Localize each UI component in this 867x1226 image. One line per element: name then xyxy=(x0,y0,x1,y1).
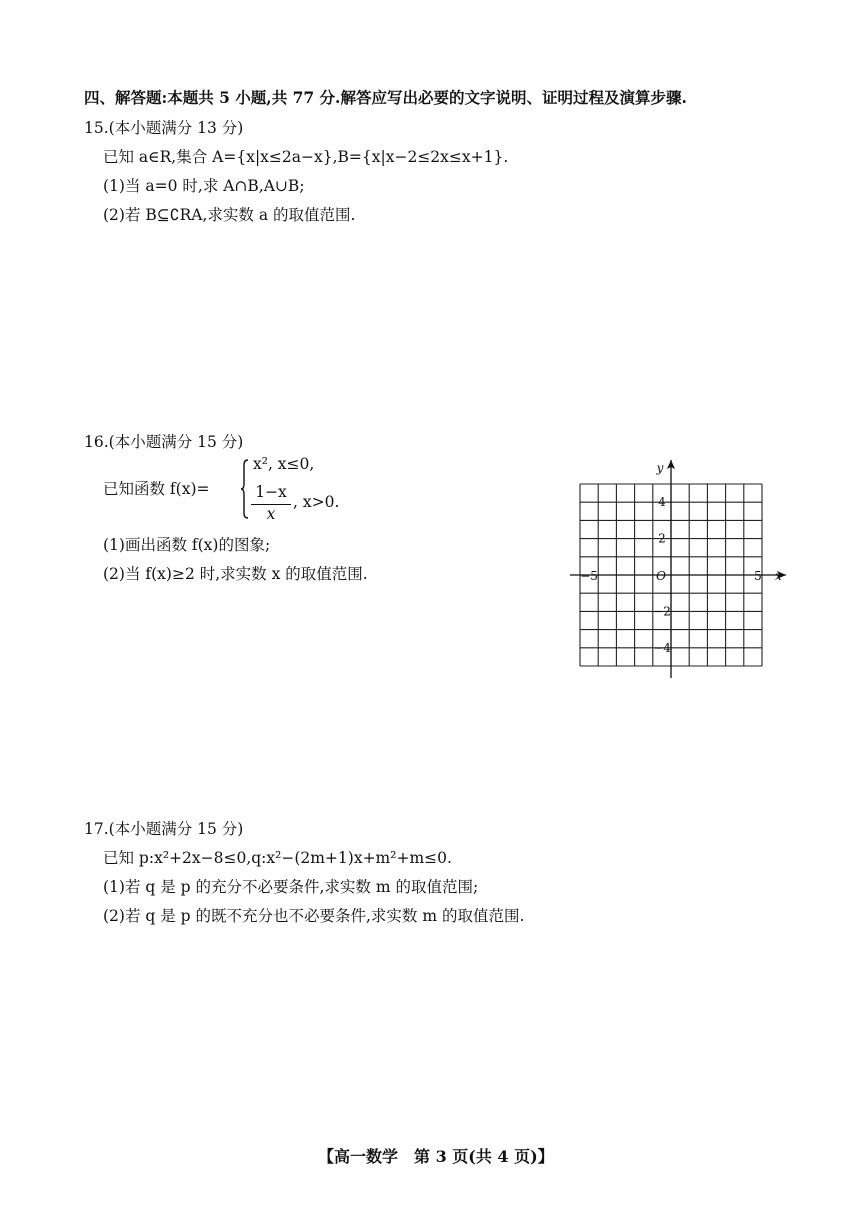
origin-label: O xyxy=(656,569,666,583)
y-tick-label: 4 xyxy=(658,495,666,510)
q17-number: 17.(本小题满分 15 分) xyxy=(84,820,244,838)
q17-statement: 已知 p:x²+2x−8≤0,q:x²−(2m+1)x+m²+m≤0. xyxy=(103,849,452,867)
q15-part1: (1)当 a=0 时,求 A∩B,A∪B; xyxy=(103,177,305,195)
case-two-numerator: 1−x xyxy=(255,483,287,501)
y-axis-label: y xyxy=(656,461,664,475)
function-lead: 已知函数 f(x)= xyxy=(103,480,210,498)
page-footer: 【高一数学 第 3 页(共 4 页)】 xyxy=(318,1147,554,1166)
x-tick-label: 5 xyxy=(754,569,762,583)
grid-svg xyxy=(566,456,792,682)
q16-number: 16.(本小题满分 15 分) xyxy=(84,433,244,451)
case-one: x², x≤0, xyxy=(253,455,315,473)
x-tick-label: −5 xyxy=(580,569,598,583)
q17-part2: (2)若 q 是 p 的既不充分也不必要条件,求实数 m 的取值范围. xyxy=(103,907,525,925)
q16-part1: (1)画出函数 f(x)的图象; xyxy=(103,536,271,554)
section-header: 四、解答题:本题共 5 小题,共 77 分.解答应写出必要的文字说明、证明过程及演算步骤. xyxy=(84,88,687,107)
y-tick-label: 2 xyxy=(658,531,666,546)
q16-part2: (2)当 f(x)≥2 时,求实数 x 的取值范围. xyxy=(103,565,368,583)
q17-part1: (1)若 q 是 p 的充分不必要条件,求实数 m 的取值范围; xyxy=(103,878,479,896)
left-brace-icon xyxy=(241,459,249,519)
y-tick-label: −4 xyxy=(653,640,671,655)
q15-statement: 已知 a∈R,集合 A={x|x≤2a−x},B={x|x−2≤2x≤x+1}. xyxy=(103,148,509,166)
axis-labels xyxy=(580,461,782,655)
piecewise-function xyxy=(103,455,363,525)
case-two-condition: , x>0. xyxy=(293,493,340,511)
y-tick-label: −2 xyxy=(653,604,671,619)
q15-number: 15.(本小题满分 13 分) xyxy=(84,119,244,137)
q15-part2: (2)若 B⊆∁RA,求实数 a 的取值范围. xyxy=(103,206,356,224)
x-axis-label: x xyxy=(775,569,782,583)
coordinate-grid xyxy=(566,456,792,682)
case-two-denominator: x xyxy=(266,505,276,523)
